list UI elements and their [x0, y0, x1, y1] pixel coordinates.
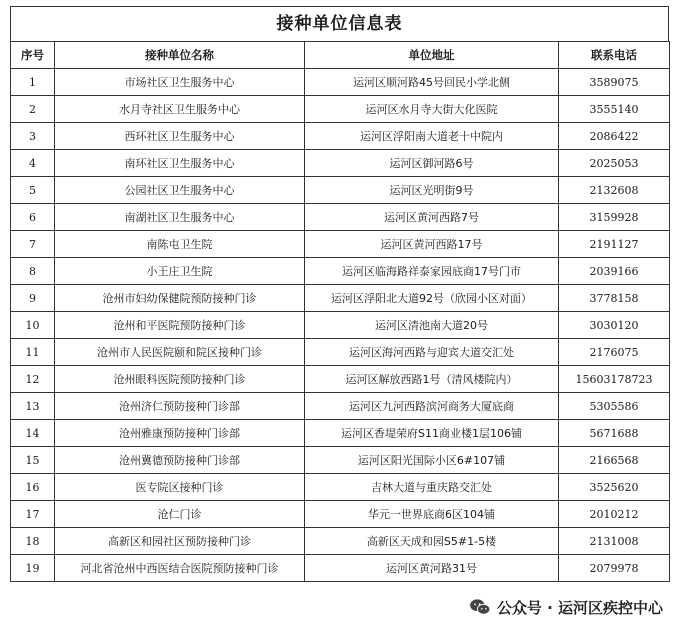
cell-name: 沧州冀德预防接种门诊部: [55, 447, 305, 474]
cell-phone: 2191127: [559, 231, 670, 258]
cell-no: 15: [11, 447, 55, 474]
cell-phone: 2086422: [559, 123, 670, 150]
table-row: [11, 528, 670, 555]
header-row: [11, 42, 670, 69]
table-row: [11, 501, 670, 528]
cell-phone: 5671688: [559, 420, 670, 447]
cell-phone: 2132608: [559, 177, 670, 204]
table-row: [11, 420, 670, 447]
table-row: [11, 69, 670, 96]
cell-phone: 2025053: [559, 150, 670, 177]
cell-address: 运河区黄河西路17号: [305, 231, 559, 258]
table-row: [11, 231, 670, 258]
table-row: [11, 339, 670, 366]
cell-address: 运河区九河西路滨河商务大厦底商: [305, 393, 559, 420]
cell-address: 运河区清池南大道20号: [305, 312, 559, 339]
cell-name: 小王庄卫生院: [55, 258, 305, 285]
table-row: [11, 285, 670, 312]
cell-phone: 15603178723: [559, 366, 670, 393]
cell-phone: 3778158: [559, 285, 670, 312]
cell-no: 14: [11, 420, 55, 447]
cell-address: 吉林大道与重庆路交汇处: [305, 474, 559, 501]
table-row: [11, 393, 670, 420]
table-row: [11, 447, 670, 474]
cell-phone: 3589075: [559, 69, 670, 96]
cell-no: 3: [11, 123, 55, 150]
cell-address: 运河区香堤荣府S11商业楼1层106铺: [305, 420, 559, 447]
cell-no: 8: [11, 258, 55, 285]
table-row: [11, 123, 670, 150]
cell-phone: 3159928: [559, 204, 670, 231]
cell-no: 9: [11, 285, 55, 312]
cell-name: 高新区和园社区预防接种门诊: [55, 528, 305, 555]
cell-name: 南湖社区卫生服务中心: [55, 204, 305, 231]
cell-phone: 2131008: [559, 528, 670, 555]
cell-no: 13: [11, 393, 55, 420]
cell-name: 西环社区卫生服务中心: [55, 123, 305, 150]
cell-name: 南环社区卫生服务中心: [55, 150, 305, 177]
cell-name: 沧州和平医院预防接种门诊: [55, 312, 305, 339]
cell-no: 1: [11, 69, 55, 96]
cell-name: 市场社区卫生服务中心: [55, 69, 305, 96]
wechat-icon: [469, 598, 491, 616]
cell-phone: 2079978: [559, 555, 670, 582]
cell-name: 沧州市人民医院颐和院区接种门诊: [55, 339, 305, 366]
cell-name: 南陈屯卫生院: [55, 231, 305, 258]
table-row: [11, 204, 670, 231]
cell-no: 17: [11, 501, 55, 528]
cell-name: 沧仁门诊: [55, 501, 305, 528]
table-row: [11, 366, 670, 393]
cell-address: 运河区顺河路45号回民小学北侧: [305, 69, 559, 96]
cell-phone: 3555140: [559, 96, 670, 123]
cell-address: 运河区黄河西路7号: [305, 204, 559, 231]
cell-no: 4: [11, 150, 55, 177]
cell-phone: 2176075: [559, 339, 670, 366]
cell-no: 19: [11, 555, 55, 582]
cell-name: 沧州济仁预防接种门诊部: [55, 393, 305, 420]
table-row: [11, 312, 670, 339]
cell-address: 运河区黄河路31号: [305, 555, 559, 582]
cell-address: 高新区天成和园S5#1-5楼: [305, 528, 559, 555]
cell-no: 2: [11, 96, 55, 123]
cell-no: 18: [11, 528, 55, 555]
watermark: [469, 596, 663, 618]
table-row: [11, 177, 670, 204]
cell-no: 11: [11, 339, 55, 366]
cell-no: 7: [11, 231, 55, 258]
cell-address: 运河区解放西路1号（清风楼院内）: [305, 366, 559, 393]
table-row: [11, 258, 670, 285]
cell-address: 华元一世界底商6区104铺: [305, 501, 559, 528]
cell-address: 运河区临海路祥泰家园底商17号门市: [305, 258, 559, 285]
cell-name: 沧州雅康预防接种门诊部: [55, 420, 305, 447]
cell-no: 12: [11, 366, 55, 393]
cell-no: 6: [11, 204, 55, 231]
header-address: 单位地址: [305, 42, 559, 69]
cell-name: 公园社区卫生服务中心: [55, 177, 305, 204]
cell-phone: 3525620: [559, 474, 670, 501]
cell-name: 河北省沧州中西医结合医院预防接种门诊: [55, 555, 305, 582]
cell-phone: 3030120: [559, 312, 670, 339]
table-row: [11, 150, 670, 177]
vaccination-units-table: [10, 41, 670, 582]
cell-phone: 2039166: [559, 258, 670, 285]
cell-no: 10: [11, 312, 55, 339]
cell-address: 运河区光明街9号: [305, 177, 559, 204]
table-title: 接种单位信息表: [10, 6, 669, 41]
cell-address: 运河区海河西路与迎宾大道交汇处: [305, 339, 559, 366]
info-sheet: [10, 6, 669, 582]
header-phone: 联系电话: [559, 42, 670, 69]
cell-address: 运河区阳光国际小区6#107铺: [305, 447, 559, 474]
watermark-text: 公众号 · 运河区疾控中心: [496, 598, 663, 617]
cell-name: 沧州眼科医院预防接种门诊: [55, 366, 305, 393]
table-row: [11, 474, 670, 501]
cell-phone: 2010212: [559, 501, 670, 528]
cell-no: 16: [11, 474, 55, 501]
header-name: 接种单位名称: [55, 42, 305, 69]
cell-name: 水月寺社区卫生服务中心: [55, 96, 305, 123]
cell-name: 医专院区接种门诊: [55, 474, 305, 501]
cell-phone: 2166568: [559, 447, 670, 474]
table-row: [11, 96, 670, 123]
cell-address: 运河区水月寺大街大化医院: [305, 96, 559, 123]
cell-address: 运河区浮阳北大道92号（欣园小区对面）: [305, 285, 559, 312]
cell-address: 运河区御河路6号: [305, 150, 559, 177]
table-row: [11, 555, 670, 582]
table-body: [11, 69, 670, 582]
cell-name: 沧州市妇幼保健院预防接种门诊: [55, 285, 305, 312]
header-no: 序号: [11, 42, 55, 69]
cell-phone: 5305586: [559, 393, 670, 420]
cell-no: 5: [11, 177, 55, 204]
cell-address: 运河区浮阳南大道老十中院内: [305, 123, 559, 150]
